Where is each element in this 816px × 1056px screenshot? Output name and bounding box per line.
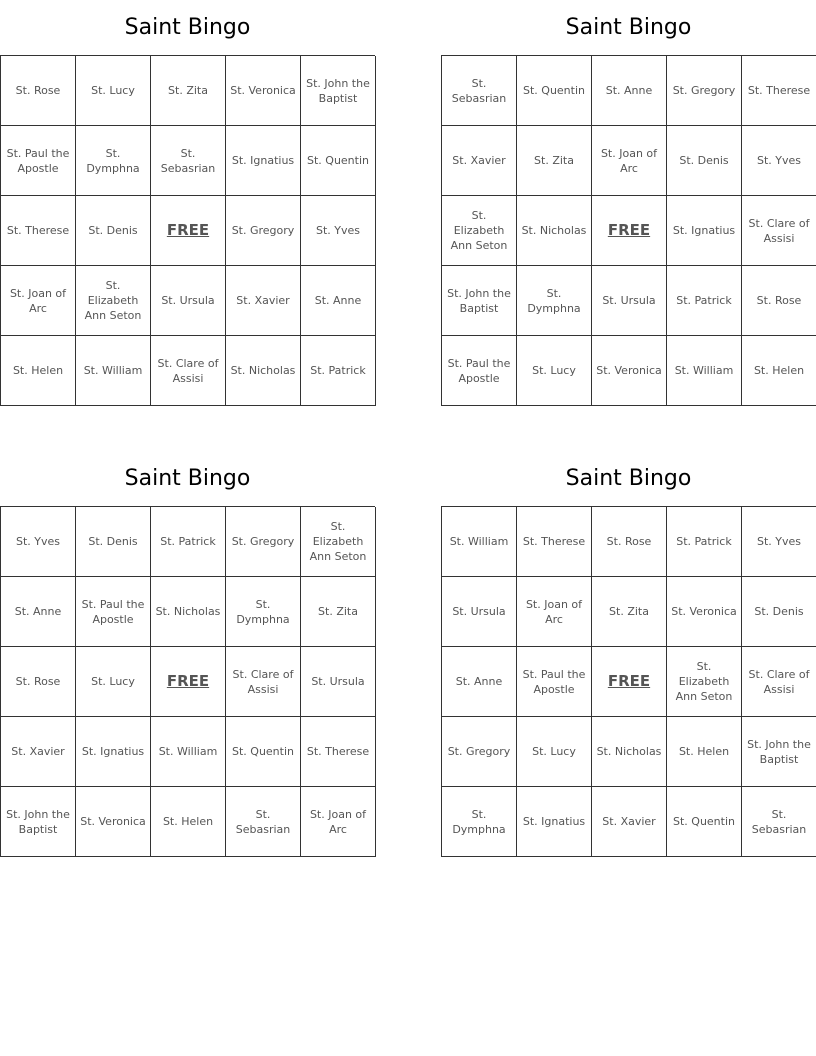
bingo-cell: St. Lucy — [517, 717, 592, 787]
bingo-cell: St. Veronica — [667, 577, 742, 647]
bingo-cell: St. Dymphna — [517, 266, 592, 336]
bingo-cell: St. Nicholas — [151, 577, 226, 647]
bingo-cell: St. Yves — [301, 196, 376, 266]
bingo-cell: St. Gregory — [226, 196, 301, 266]
bingo-cell: St. Lucy — [517, 336, 592, 406]
bingo-cell: St. Sebasrian — [442, 56, 517, 126]
bingo-cell: St. Ursula — [592, 266, 667, 336]
bingo-cell: St. Patrick — [151, 507, 226, 577]
bingo-cell: St. Clare of Assisi — [151, 336, 226, 406]
bingo-cell: St. Ignatius — [76, 717, 151, 787]
bingo-cell: St. Helen — [151, 787, 226, 857]
card-title: Saint Bingo — [565, 15, 692, 40]
bingo-cell: St. Denis — [76, 507, 151, 577]
bingo-cell: St. Joan of Arc — [517, 577, 592, 647]
bingo-grid — [0, 506, 375, 857]
bingo-cell: St. Zita — [517, 126, 592, 196]
bingo-cell: St. Helen — [667, 717, 742, 787]
bingo-cell: St. Ursula — [442, 577, 517, 647]
bingo-cell: St. Xavier — [1, 717, 76, 787]
bingo-cell: St. Nicholas — [226, 336, 301, 406]
bingo-cell: St. Ignatius — [667, 196, 742, 266]
bingo-cell: St. Therese — [1, 196, 76, 266]
bingo-grid — [441, 55, 816, 406]
free-space: FREE — [592, 196, 667, 266]
bingo-cell: St. Veronica — [592, 336, 667, 406]
bingo-cell: St. Denis — [76, 196, 151, 266]
bingo-cell: St. Patrick — [667, 266, 742, 336]
bingo-cell: St. Dymphna — [226, 577, 301, 647]
bingo-cell: St. John the Baptist — [442, 266, 517, 336]
bingo-cell: St. Yves — [742, 126, 816, 196]
bingo-cell: St. Gregory — [226, 507, 301, 577]
card-title: Saint Bingo — [565, 466, 692, 491]
bingo-cell: St. Rose — [592, 507, 667, 577]
bingo-cell: St. Clare of Assisi — [226, 647, 301, 717]
bingo-cell: St. Quentin — [301, 126, 376, 196]
bingo-cell: St. Anne — [301, 266, 376, 336]
bingo-cell: St. John the Baptist — [301, 56, 376, 126]
bingo-card-3 — [0, 451, 375, 857]
bingo-cell: St. Joan of Arc — [301, 787, 376, 857]
bingo-cell: St. Nicholas — [517, 196, 592, 266]
bingo-cell: St. Quentin — [517, 56, 592, 126]
bingo-cell: St. Elizabeth Ann Seton — [442, 196, 517, 266]
bingo-cell: St. Ignatius — [517, 787, 592, 857]
bingo-cell: St. Anne — [1, 577, 76, 647]
bingo-card-4 — [441, 451, 816, 857]
bingo-cell: St. Sebasrian — [226, 787, 301, 857]
bingo-cell: St. Yves — [742, 507, 816, 577]
bingo-cell: St. Veronica — [76, 787, 151, 857]
bingo-cell: St. Rose — [742, 266, 816, 336]
bingo-cell: St. Sebasrian — [742, 787, 816, 857]
bingo-cell: St. Lucy — [76, 56, 151, 126]
bingo-cell: St. Anne — [592, 56, 667, 126]
bingo-cell: St. Zita — [301, 577, 376, 647]
bingo-cell: St. Clare of Assisi — [742, 647, 816, 717]
bingo-grid — [441, 506, 816, 857]
bingo-cell: St. Ignatius — [226, 126, 301, 196]
bingo-cell: St. William — [442, 507, 517, 577]
bingo-cell: St. Paul the Apostle — [442, 336, 517, 406]
bingo-cell: St. Veronica — [226, 56, 301, 126]
bingo-cell: St. John the Baptist — [1, 787, 76, 857]
bingo-cell: St. Elizabeth Ann Seton — [667, 647, 742, 717]
bingo-cell: St. Zita — [151, 56, 226, 126]
bingo-cell: St. Xavier — [226, 266, 301, 336]
bingo-cell: St. Paul the Apostle — [517, 647, 592, 717]
bingo-cell: St. Clare of Assisi — [742, 196, 816, 266]
card-title: Saint Bingo — [124, 15, 251, 40]
bingo-cell: St. Helen — [742, 336, 816, 406]
bingo-cell: St. Gregory — [667, 56, 742, 126]
bingo-cell: St. Dymphna — [442, 787, 517, 857]
bingo-cell: St. Xavier — [442, 126, 517, 196]
bingo-cell: St. Dymphna — [76, 126, 151, 196]
bingo-cell: St. Joan of Arc — [1, 266, 76, 336]
bingo-cell: St. Therese — [742, 56, 816, 126]
bingo-cell: St. Denis — [667, 126, 742, 196]
bingo-cell: St. William — [76, 336, 151, 406]
free-space: FREE — [592, 647, 667, 717]
bingo-cell: St. Elizabeth Ann Seton — [301, 507, 376, 577]
card-title: Saint Bingo — [124, 466, 251, 491]
bingo-cell: St. Patrick — [301, 336, 376, 406]
bingo-cell: St. John the Baptist — [742, 717, 816, 787]
bingo-cell: St. Yves — [1, 507, 76, 577]
bingo-cell: St. Rose — [1, 647, 76, 717]
bingo-cell: St. Rose — [1, 56, 76, 126]
bingo-cell: St. Anne — [442, 647, 517, 717]
bingo-cell: St. Helen — [1, 336, 76, 406]
bingo-cell: St. Joan of Arc — [592, 126, 667, 196]
bingo-cell: St. Sebasrian — [151, 126, 226, 196]
bingo-cell: St. William — [151, 717, 226, 787]
bingo-cell: St. Ursula — [151, 266, 226, 336]
bingo-cell: St. Therese — [301, 717, 376, 787]
bingo-cell: St. William — [667, 336, 742, 406]
bingo-cell: St. Ursula — [301, 647, 376, 717]
bingo-cell: St. Paul the Apostle — [76, 577, 151, 647]
bingo-cell: St. Therese — [517, 507, 592, 577]
bingo-cell: St. Patrick — [667, 507, 742, 577]
bingo-cell: St. Quentin — [226, 717, 301, 787]
bingo-card-2 — [441, 0, 816, 406]
bingo-cell: St. Quentin — [667, 787, 742, 857]
bingo-cell: St. Nicholas — [592, 717, 667, 787]
bingo-cell: St. Xavier — [592, 787, 667, 857]
bingo-cell: St. Gregory — [442, 717, 517, 787]
bingo-cell: St. Zita — [592, 577, 667, 647]
free-space: FREE — [151, 196, 226, 266]
bingo-cell: St. Elizabeth Ann Seton — [76, 266, 151, 336]
bingo-cell: St. Denis — [742, 577, 816, 647]
free-space: FREE — [151, 647, 226, 717]
bingo-cell: St. Paul the Apostle — [1, 126, 76, 196]
bingo-card-1 — [0, 0, 375, 406]
bingo-cell: St. Lucy — [76, 647, 151, 717]
bingo-grid — [0, 55, 375, 406]
